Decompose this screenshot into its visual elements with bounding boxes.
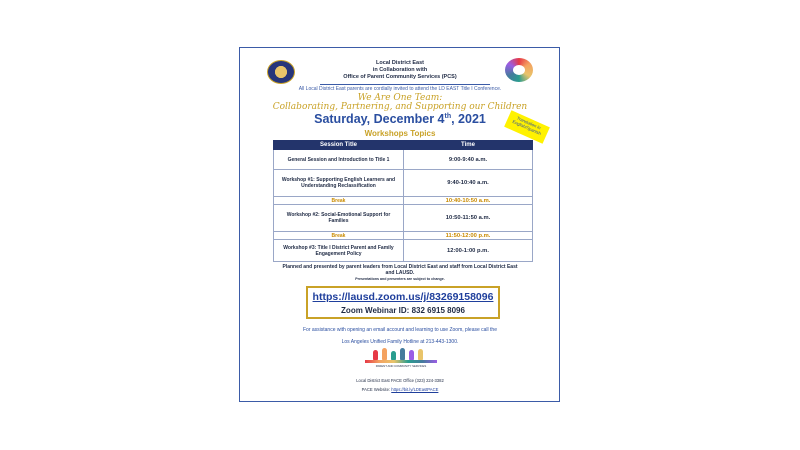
pcs-logo-icon [365,348,437,368]
subject-to-change-note: Presentations and presenters are subject to change. [355,277,445,281]
footer-website-label: PACE Website: [361,387,392,392]
district-seal-icon [267,60,295,84]
table-row [274,150,533,170]
footer-office: Local District East PACE Office (323) 224-3382 [356,378,444,383]
zoom-info-box [306,286,500,319]
table-row [274,205,533,232]
workshops-heading: Workshops Topics [364,129,436,138]
theme-line-1: We Are One Team: [357,93,443,103]
session-title: Workshop #3: Title I District Parent and Family Engagement Policy [274,240,404,262]
table-row [274,170,533,197]
session-title: Break [274,197,404,205]
logo-figure [391,351,396,360]
logo-figure [382,348,387,360]
table-row-break [274,197,533,205]
session-time: 12:00-1:00 p.m. [404,240,533,262]
event-date-suffix: th [444,112,452,120]
event-date-prefix: Saturday, December 4 [314,112,445,126]
table-row-break [274,232,533,240]
zoom-webinar-id: Zoom Webinar ID: 832 6915 8096 [341,306,465,315]
table-row [274,240,533,262]
planned-by-text: Planned and presented by parent leaders from Local District East and staff from Local District East and LAUSD. [282,264,518,276]
assistance-line-1: For assistance with opening an email account and learning to use Zoom, please call the [302,327,497,333]
logo-rainbow-bar [365,360,437,363]
assistance-line-2: Los Angeles Unified Family Hotline at 213-443-1300. [341,339,459,345]
logo-figure [418,349,423,360]
theme-title [250,94,550,112]
session-title: Workshop #1: Supporting English Learners and Understanding Reclassification [274,170,404,197]
zoom-link[interactable]: https://lausd.zoom.us/j/83269158096 [312,291,494,303]
schedule-header-row [274,141,533,150]
header-line-2: in Collaboration with [372,67,428,73]
pace-website-link[interactable]: https://bit.ly/LDEastPACE [391,387,439,392]
event-date-year: , 2021 [451,112,486,126]
session-title: General Session and Introduction to Title 1 [274,150,404,170]
header-line-1: Local District East [376,60,424,66]
session-time: 11:50-12:00 p.m. [404,232,533,240]
flyer [239,47,560,402]
assistance-text [260,324,540,348]
invitation-text: All Local District East parents are cordially invited to attend the LD EAST Title I Conference. [298,86,502,92]
logo-figure [373,350,378,360]
translation-badge: Translation in English/Spanish [504,110,550,144]
footer-website [250,387,550,392]
colorful-hands-logo-icon [505,58,533,82]
session-time: 10:40-10:50 a.m. [404,197,533,205]
session-title: Workshop #2: Social-Emotional Support for Families [274,205,404,232]
header-divider [320,84,490,85]
schedule-table [273,140,533,262]
pcs-logo-caption: PARENT AND COMMUNITY SERVICES [375,364,427,368]
col-header-session: Session Title [274,141,404,150]
session-time: 9:40-10:40 a.m. [404,170,533,197]
logo-figure [400,348,405,360]
header-line-3: Office of Parent Community Services (PCS) [343,74,457,80]
session-title: Break [274,232,404,240]
theme-line-2: Collaborating, Partnering, and Supporting our Children [272,102,528,112]
session-time: 10:50-11:50 a.m. [404,205,533,232]
col-header-time: Time [404,141,533,150]
session-time: 9:00-9:40 a.m. [404,150,533,170]
logo-figure [409,350,414,360]
